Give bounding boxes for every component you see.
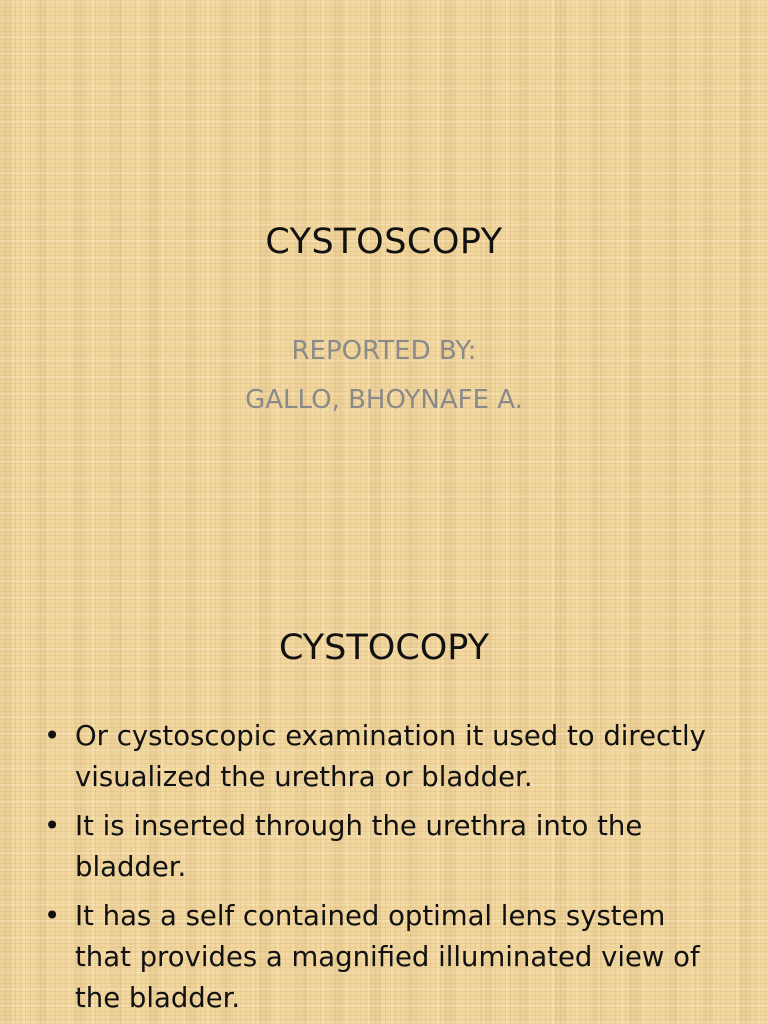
- bullet-icon: •: [44, 720, 61, 752]
- bullet-item: [44, 716, 724, 798]
- bullet-icon: •: [44, 810, 61, 842]
- bullet-list: [44, 716, 724, 1024]
- bullet-text: It is inserted through the urethra into the bladder.: [75, 810, 643, 883]
- bullet-item: [44, 896, 724, 1019]
- reporter-name: GALLO, BHOYNAFE A.: [245, 385, 523, 415]
- bullet-text: Or cystoscopic examination it used to directly visualized the urethra or bladder.: [75, 720, 706, 793]
- bullet-icon: •: [44, 900, 61, 932]
- bullet-text: It has a self contained optimal lens system that provides a magnified illuminated view of the bladder.: [75, 900, 700, 1014]
- content-slide-title: CYSTOCOPY: [278, 628, 490, 668]
- content-slide: [0, 512, 768, 1024]
- reported-by-label: REPORTED BY:: [291, 336, 477, 366]
- slide-title: CYSTOSCOPY: [265, 222, 503, 262]
- bullet-item: [44, 806, 724, 888]
